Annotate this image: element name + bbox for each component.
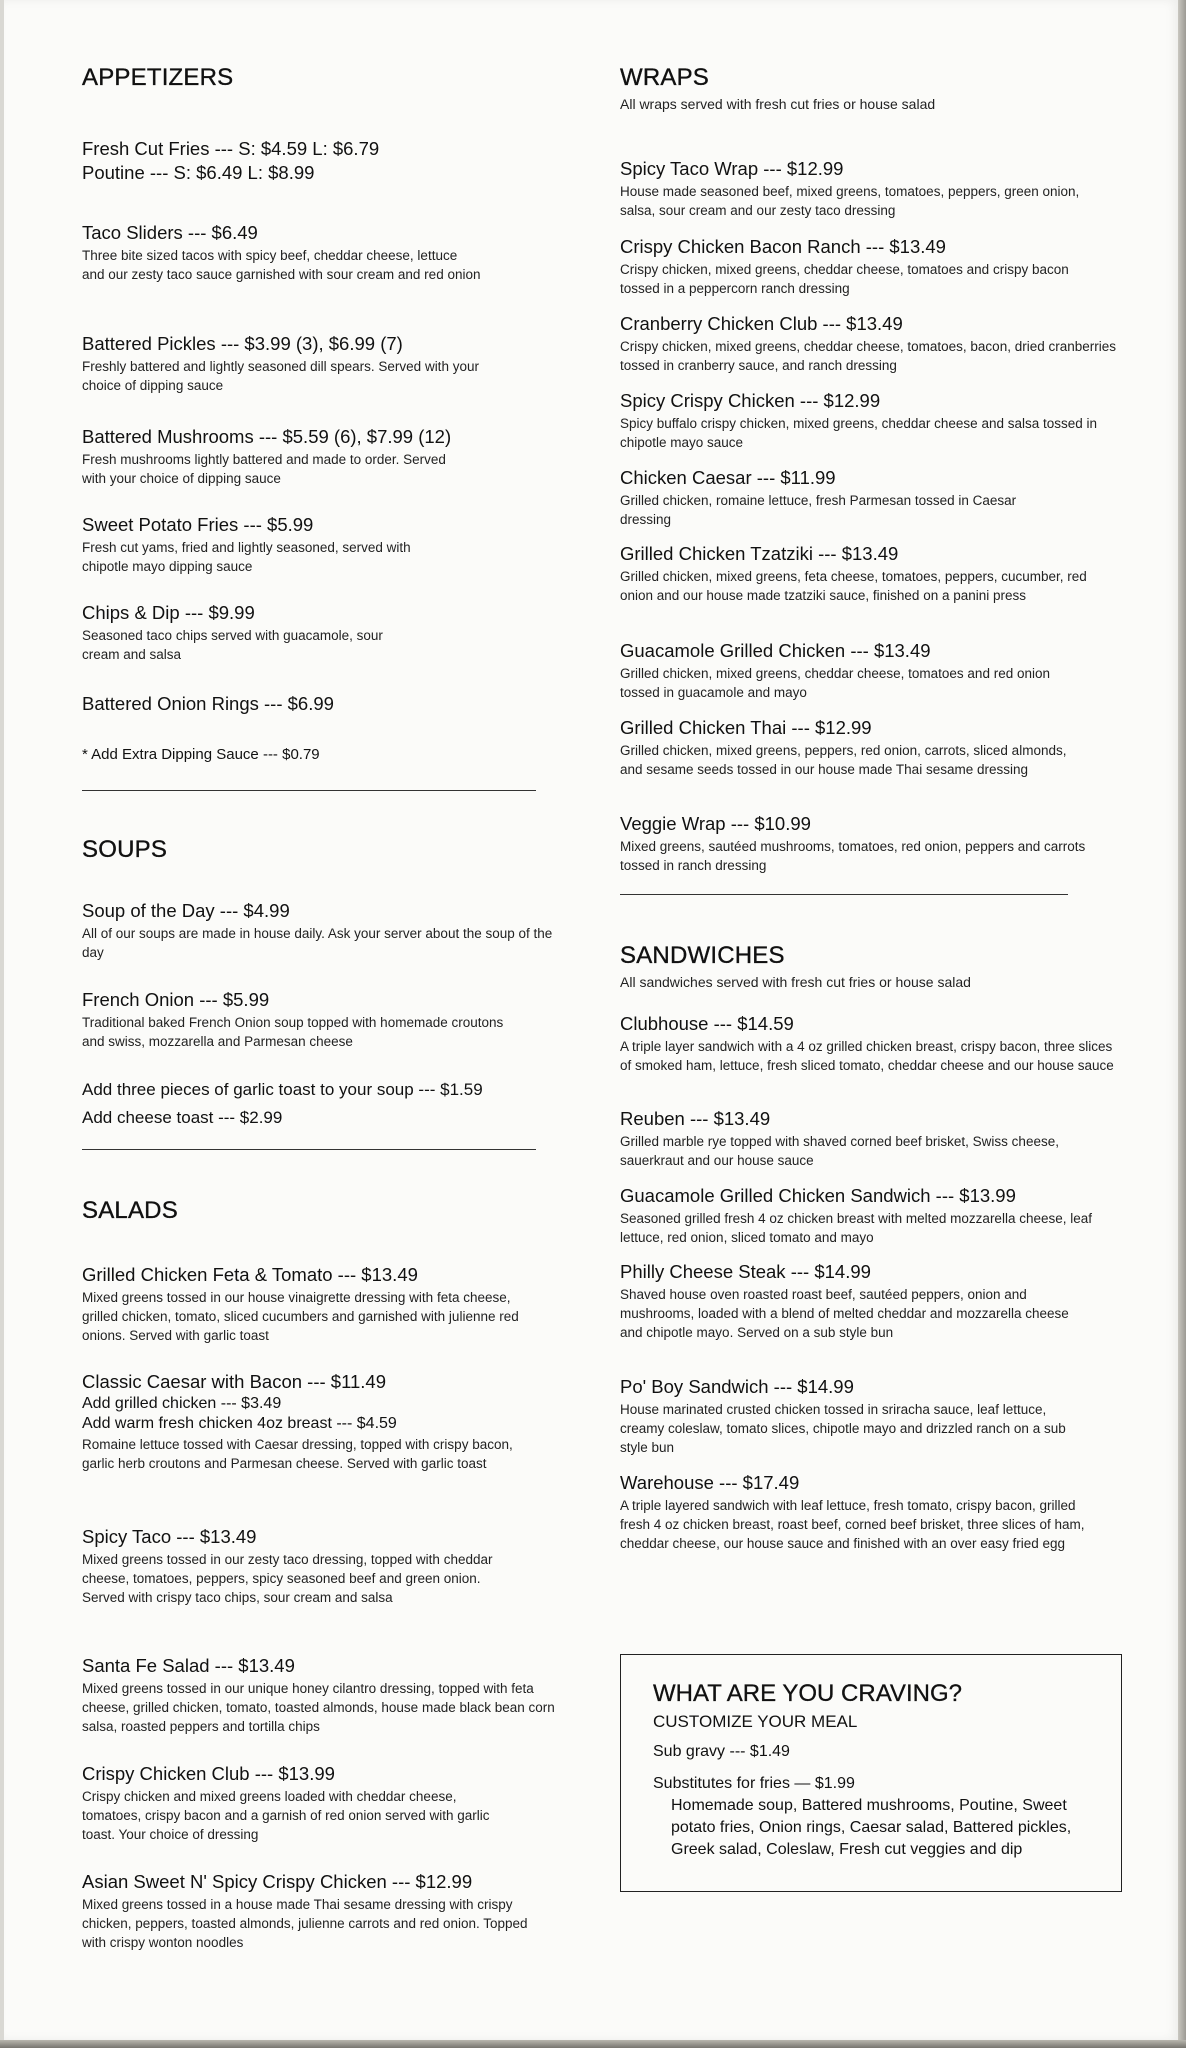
item-description: Three bite sized tacos with spicy beef, cheddar cheese, lettuce and our zesty taco sauce garnished with sour cream and red onion: [82, 248, 481, 282]
item-description: Grilled chicken, romaine lettuce, fresh Parmesan tossed in Caesar dressing: [620, 493, 1017, 527]
item-title: Grilled Chicken Tzatziki --- $13.49: [620, 543, 899, 564]
item-title: Sweet Potato Fries --- $5.99: [82, 514, 314, 535]
appetizer-item: [82, 332, 492, 395]
sandwiches-header: [620, 942, 1120, 990]
salad-item: [82, 1654, 562, 1736]
item-title: Reuben --- $13.49: [620, 1108, 771, 1129]
item-title: Guacamole Grilled Chicken Sandwich --- $13.99: [620, 1185, 1016, 1206]
wraps-header: [620, 64, 1120, 112]
item-description: Mixed greens tossed in our unique honey cilantro dressing, topped with feta cheese, grilled chicken, tomato, toasted almonds, house made black bean corn salsa, roasted peppers and tortilla chips: [82, 1681, 555, 1734]
customize-meal-box: [620, 1654, 1122, 1892]
salad-item: [82, 1370, 542, 1473]
appetizers-section: [82, 64, 562, 92]
salad-item: [82, 1870, 542, 1952]
soup-addon: Add three pieces of garlic toast to your soup --- $1.59: [82, 1080, 483, 1099]
sandwich-item: [620, 1012, 1125, 1075]
item-description: All of our soups are made in house daily. Ask your server about the soup of the day: [82, 926, 553, 960]
item-title: Battered Mushrooms --- $5.59 (6), $7.99 (12): [82, 426, 452, 447]
item-title: Chips & Dip --- $9.99: [82, 602, 255, 623]
wrap-item: [620, 235, 1090, 298]
item-description: Seasoned grilled fresh 4 oz chicken breast with melted mozzarella cheese, leaf lettuce, red onion, sliced tomato and mayo: [620, 1211, 1092, 1245]
item-description: Crispy chicken, mixed greens, cheddar cheese, tomatoes and crispy bacon tossed in a peppercorn ranch dressing: [620, 262, 1069, 296]
page-edge-bottom: [0, 2040, 1186, 2048]
appetizer-item: [82, 221, 482, 284]
item-description: Seasoned taco chips served with guacamole, sour cream and salsa: [82, 628, 383, 662]
item-description: Fresh cut yams, fried and lightly seasoned, served with chipotle mayo dipping sauce: [82, 540, 411, 574]
salad-item: [82, 1762, 512, 1844]
wrap-item: [620, 389, 1110, 452]
item-title: Poutine --- S: $6.49 L: $8.99: [82, 162, 315, 183]
item-title: Veggie Wrap --- $10.99: [620, 813, 811, 834]
page-edge-right: [1178, 0, 1186, 2048]
item-description: Mixed greens tossed in our house vinaigrette dressing with feta cheese, grilled chicken, tomato, sliced cucumbers and garnished with julienne red onions. Served with garlic toast: [82, 1290, 519, 1343]
wrap-item: [620, 542, 1100, 605]
salad-item: [82, 1263, 542, 1345]
wrap-item: [620, 157, 1100, 220]
item-description: Freshly battered and lightly seasoned dill spears. Served with your choice of dipping sauce: [82, 359, 479, 393]
soup-item: [82, 988, 522, 1051]
wrap-item: [620, 716, 1090, 779]
item-title: Philly Cheese Steak --- $14.99: [620, 1261, 871, 1282]
item-description: Mixed greens tossed in a house made Thai sesame dressing with crispy chicken, peppers, toasted almonds, julienne carrots and red onion. Topped with crispy wonton noodles: [82, 1897, 528, 1950]
item-description: Mixed greens, sautéed mushrooms, tomatoes, red onion, peppers and carrots tossed in ranch dressing: [620, 839, 1086, 873]
item-title: Cranberry Chicken Club --- $13.49: [620, 313, 903, 334]
section-title: SALADS: [82, 1197, 178, 1224]
sandwich-item: [620, 1471, 1100, 1553]
gravy-option: Sub gravy --- $1.49: [653, 1743, 790, 1760]
item-title: Po' Boy Sandwich --- $14.99: [620, 1376, 854, 1397]
sandwich-item: [620, 1184, 1110, 1247]
sandwich-item: [620, 1260, 1080, 1342]
item-description: Grilled chicken, mixed greens, feta cheese, tomatoes, peppers, cucumber, red onion and our house made tzatziki sauce, finished on a panini press: [620, 569, 1087, 603]
wrap-item: [620, 466, 1060, 529]
item-description: Romaine lettuce tossed with Caesar dressing, topped with crispy bacon, garlic herb croutons and Parmesan cheese. Served with garlic toast: [82, 1437, 513, 1471]
salad-addon: Add grilled chicken --- $3.49: [82, 1395, 282, 1412]
item-title: Spicy Taco Wrap --- $12.99: [620, 158, 844, 179]
item-description: Grilled chicken, mixed greens, cheddar cheese, tomatoes and red onion tossed in guacamole and mayo: [620, 666, 1050, 700]
section-note: All sandwiches served with fresh cut fries or house salad: [620, 974, 971, 990]
item-description: Grilled chicken, mixed greens, peppers, red onion, carrots, sliced almonds, and sesame seeds tossed in our house made Thai sesame dressing: [620, 743, 1067, 777]
section-title: WRAPS: [620, 64, 710, 91]
salad-item: [82, 1525, 502, 1607]
appetizer-item: [82, 601, 422, 664]
section-title: APPETIZERS: [82, 64, 234, 91]
divider: [620, 894, 1068, 895]
item-description: A triple layer sandwich with a 4 oz grilled chicken breast, crispy bacon, three slices of smoked ham, lettuce, fresh sliced tomato, cheddar cheese and our house sauce: [620, 1039, 1114, 1073]
item-title: Taco Sliders --- $6.49: [82, 222, 258, 243]
salad-addon: Add warm fresh chicken 4oz breast --- $4.59: [82, 1415, 397, 1432]
item-description: A triple layered sandwich with leaf lettuce, fresh tomato, crispy bacon, grilled fresh 4 oz chicken breast, roast beef, corned beef brisket, three slices of ham, cheddar cheese, our house sauce and finished with an over easy fried egg: [620, 1498, 1085, 1551]
item-title: Classic Caesar with Bacon --- $11.49: [82, 1371, 387, 1392]
item-title: Santa Fe Salad --- $13.49: [82, 1655, 295, 1676]
item-description: House marinated crusted chicken tossed in sriracha sauce, leaf lettuce, creamy coleslaw, tomato slices, chipotle mayo and drizzled ranch on a sub style bun: [620, 1402, 1066, 1455]
item-title: Grilled Chicken Thai --- $12.99: [620, 717, 872, 738]
item-description: Shaved house oven roasted roast beef, sautéed peppers, onion and mushrooms, loaded with a blend of melted cheddar and mozzarella cheese and chipotle mayo. Served on a sub style bun: [620, 1287, 1069, 1340]
item-title: Crispy Chicken Club --- $13.99: [82, 1763, 335, 1784]
item-description: Traditional baked French Onion soup topped with homemade croutons and swiss, mozzarella and Parmesan cheese: [82, 1015, 504, 1049]
appetizer-fries: [82, 137, 562, 185]
substitutes-options: Homemade soup, Battered mushrooms, Poutine, Sweet potato fries, Onion rings, Caesar salad, Battered pickles, Greek salad, Coleslaw, Fresh cut veggies and dip: [671, 1797, 1072, 1858]
item-description: Mixed greens tossed in our zesty taco dressing, topped with cheddar cheese, tomatoes, peppers, spicy seasoned beef and green onion. Served with crispy taco chips, sour cream and salsa: [82, 1552, 493, 1605]
wrap-item: [620, 312, 1120, 375]
divider: [82, 790, 536, 791]
item-description: Spicy buffalo crispy chicken, mixed greens, cheddar cheese and salsa tossed in chipotle mayo sauce: [620, 416, 1098, 450]
item-title: Spicy Taco --- $13.49: [82, 1526, 257, 1547]
section-note: All wraps served with fresh cut fries or house salad: [620, 96, 936, 112]
appetizer-item: [82, 692, 502, 716]
soup-item: [82, 899, 562, 962]
soup-addon: Add cheese toast --- $2.99: [82, 1108, 283, 1127]
appetizers-note: * Add Extra Dipping Sauce --- $0.79: [82, 746, 320, 763]
box-title: WHAT ARE YOU CRAVING?: [653, 1680, 962, 1707]
item-title: French Onion --- $5.99: [82, 989, 270, 1010]
item-title: Asian Sweet N' Spicy Crispy Chicken --- $12.99: [82, 1871, 473, 1892]
sandwich-item: [620, 1107, 1070, 1170]
item-description: Crispy chicken and mixed greens loaded with cheddar cheese, tomatoes, crispy bacon and a garnish of red onion served with garlic toast. Your choice of dressing: [82, 1789, 490, 1842]
item-title: Guacamole Grilled Chicken --- $13.49: [620, 640, 931, 661]
divider: [82, 1149, 536, 1150]
item-description: Grilled marble rye topped with shaved corned beef brisket, Swiss cheese, sauerkraut and our house sauce: [620, 1134, 1059, 1168]
item-title: Battered Pickles --- $3.99 (3), $6.99 (7): [82, 333, 403, 354]
item-title: Grilled Chicken Feta & Tomato --- $13.49: [82, 1264, 418, 1285]
item-title: Spicy Crispy Chicken --- $12.99: [620, 390, 881, 411]
appetizer-item: [82, 513, 442, 576]
item-title: Clubhouse --- $14.59: [620, 1013, 794, 1034]
item-title: Crispy Chicken Bacon Ranch --- $13.49: [620, 236, 946, 257]
section-title: SANDWICHES: [620, 942, 785, 969]
wrap-item: [620, 639, 1090, 702]
item-title: Battered Onion Rings --- $6.99: [82, 693, 334, 714]
item-title: Chicken Caesar --- $11.99: [620, 467, 836, 488]
item-description: House made seasoned beef, mixed greens, tomatoes, peppers, green onion, salsa, sour cream and our zesty taco dressing: [620, 184, 1080, 218]
sandwich-item: [620, 1375, 1090, 1457]
section-title: SOUPS: [82, 836, 168, 863]
appetizer-item: [82, 425, 472, 488]
wrap-item: [620, 812, 1100, 875]
item-title: Soup of the Day --- $4.99: [82, 900, 290, 921]
item-title: Fresh Cut Fries --- S: $4.59 L: $6.79: [82, 138, 380, 159]
item-description: Fresh mushrooms lightly battered and made to order. Served with your choice of dipping sauce: [82, 452, 446, 486]
item-title: Warehouse --- $17.49: [620, 1472, 800, 1493]
box-subtitle: CUSTOMIZE YOUR MEAL: [653, 1712, 858, 1731]
item-description: Crispy chicken, mixed greens, cheddar cheese, tomatoes, bacon, dried cranberries tossed in cranberry sauce, and ranch dressing: [620, 339, 1116, 373]
substitutes-line: Substitutes for fries — $1.99: [653, 1775, 855, 1792]
